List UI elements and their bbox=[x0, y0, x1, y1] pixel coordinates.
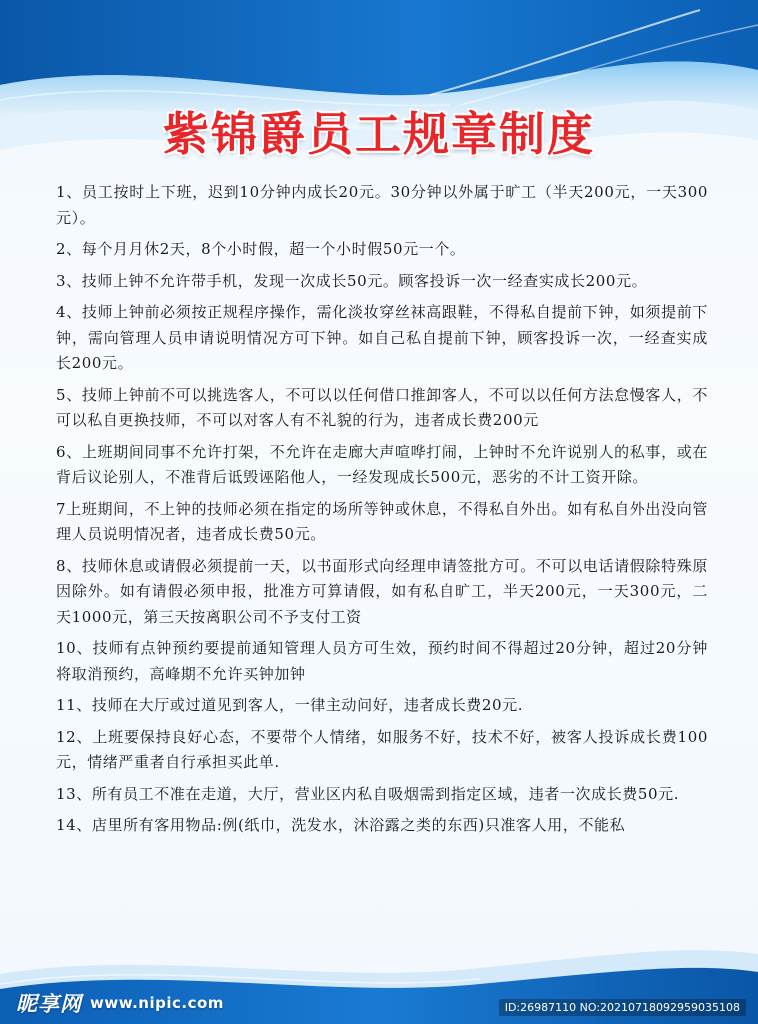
rule-item: 12、上班要保持良好心态，不要带个人情绪，如服务不好，技术不好，被客人投诉成长费100元，情绪严重者自行承担买此单. bbox=[56, 727, 708, 771]
rule-item: 5、技师上钟前不可以挑选客人，不可以以任何借口推卸客人，不可以以任何方法怠慢客人，不可以私自更换技师，不可以对客人有不礼貌的行为，违者成长费200元 bbox=[56, 385, 708, 429]
rule-item: 14、店里所有客用物品:例(纸巾，洗发水，沐浴露之类的东西)只准客人用，不能私 bbox=[56, 816, 626, 834]
rule-item: 3、技师上钟不允许带手机，发现一次成长50元。顾客投诉一次一经查实成长200元。 bbox=[56, 271, 648, 290]
image-id-label: ID:26987110 NO:20210718092959035108 bbox=[499, 999, 746, 1016]
logo-mark: 昵享网 bbox=[16, 992, 82, 1016]
rule-item: 13、所有员工不准在走道，大厅，营业区内私自吸烟需到指定区域，违者一次成长费50元. bbox=[56, 784, 680, 803]
rule-item: 7上班期间，不上钟的技师必须在指定的场所等钟或休息，不得私自外出。如有私自外出没向管理人员说明情况者，违者成长费50元。 bbox=[56, 499, 708, 543]
watermark-footer bbox=[0, 988, 758, 1024]
site-logo bbox=[16, 988, 224, 1018]
rule-item: 11、技师在大厅或过道见到客人，一律主动问好，违者成长费20元. bbox=[56, 696, 524, 714]
rule-item: 2、每个月月休2天，8个小时假，超一个小时假50元一个。 bbox=[56, 240, 466, 258]
rules-list bbox=[56, 180, 708, 845]
rule-item: 8、技师休息或请假必须提前一天，以书面形式向经理申请签批方可。不可以电话请假除特殊原因除外。如有请假必须申报，批准方可算请假，如有私自旷工，半天200元，一天300元，二天1000元，第三天按离职公司不予支付工资 bbox=[56, 556, 708, 626]
rule-item: 10、技师有点钟预约要提前通知管理人员方可生效，预约时间不得超过20分钟，超过20分钟将取消预约，高峰期不允许买钟加钟 bbox=[56, 639, 708, 683]
rule-item: 1、员工按时上下班，迟到10分钟内成长20元。30分钟以外属于旷工（半天200元，一天300元）。 bbox=[56, 183, 708, 227]
page-title: 紫锦爵员工规章制度 bbox=[163, 107, 595, 161]
logo-url: www.nipic.com bbox=[90, 994, 224, 1012]
rule-item: 4、技师上钟前必须按正规程序操作，需化淡妆穿丝袜高跟鞋，不得私自提前下钟，如须提前下钟，需向管理人员申请说明情况方可下钟。如自己私自提前下钟，顾客投诉一次，一经查实成长200元。 bbox=[56, 303, 708, 372]
rule-item: 6、上班期间同事不允许打架，不允许在走廊大声喧哗打闹，上钟时不允许说别人的私事，或在背后议论别人，不准背后诋毁诬陷他人，一经发现成长500元，恶劣的不计工资开除。 bbox=[56, 442, 708, 486]
